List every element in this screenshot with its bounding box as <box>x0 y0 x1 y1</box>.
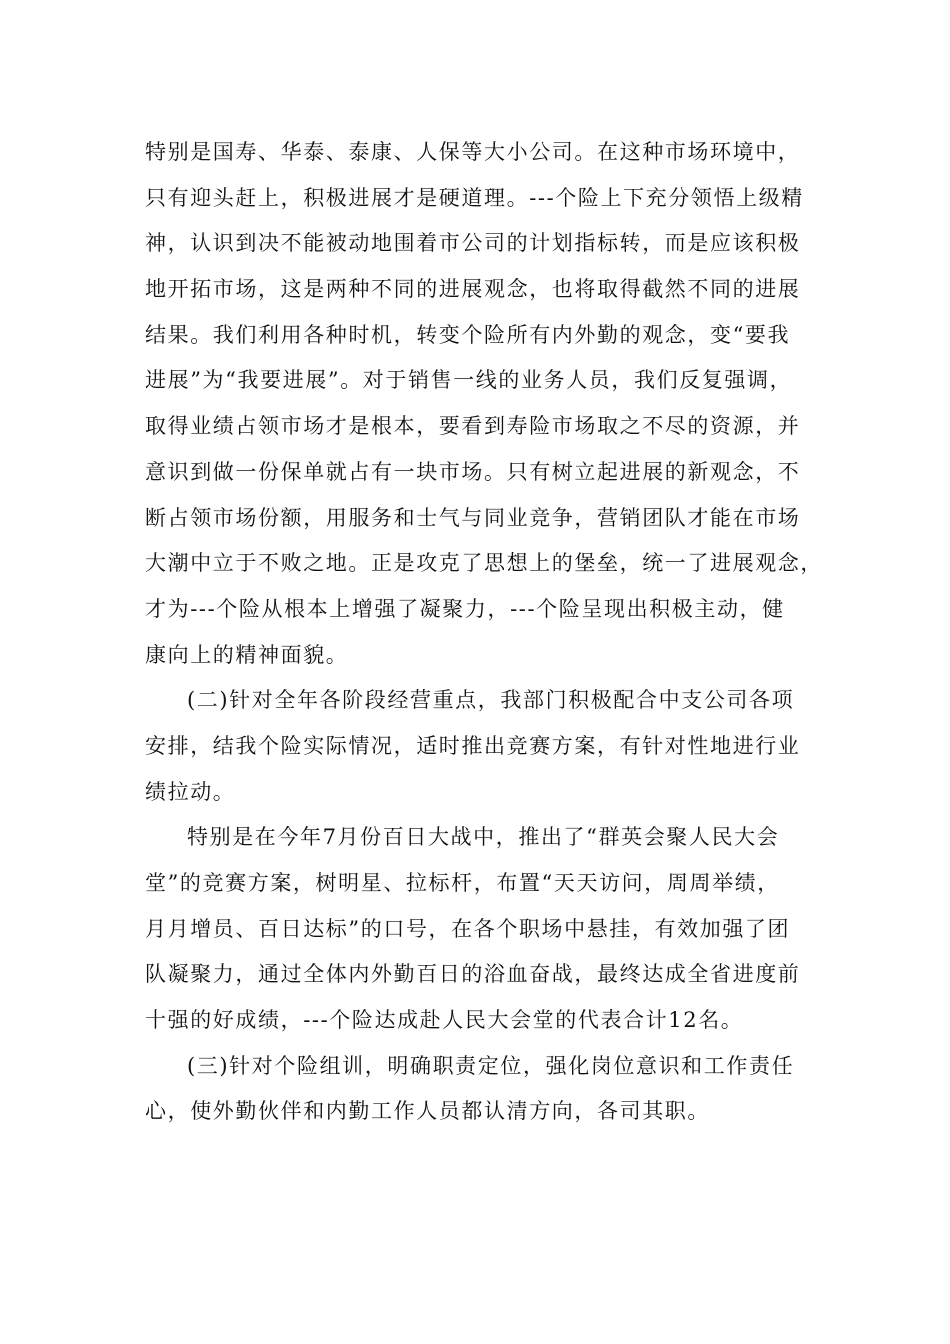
text-line: 绩拉动。 <box>145 779 236 804</box>
text-line: 十强的好成绩，---个险达成赴人民大会堂的代表合计12名。 <box>145 1008 744 1033</box>
text-line: 神，认识到决不能被动地围着市公司的计划指标转，而是应该积极 <box>145 231 801 256</box>
text-line: 月月增员、百日达标”的口号，在各个职场中悬挂，有效加强了团 <box>145 916 791 941</box>
text-line: 特别是国寿、华泰、泰康、人保等大小公司。在这种市场环境中， <box>145 140 801 164</box>
text-line: 康向上的精神面貌。 <box>145 642 349 667</box>
text-line: 意识到做一份保单就占有一块市场。只有树立起进展的新观念，不 <box>145 459 801 484</box>
text-line: 进展”为“我要进展”。对于销售一线的业务人员，我们反复强调， <box>145 368 793 393</box>
text-line: 队凝聚力，通过全体内外勤百日的浴血奋战，最终达成全省进度前 <box>145 962 801 987</box>
text-line: (二)针对全年各阶段经营重点，我部门积极配合中支公司各项 <box>187 688 795 713</box>
text-line: 特别是在今年7月份百日大战中，推出了“群英会聚人民大会 <box>187 825 780 850</box>
text-line: 地开拓市场，这是两种不同的进展观念，也将取得截然不同的进展 <box>145 277 801 302</box>
text-line: 堂”的竞赛方案，树明星、拉标杆，布置“天天访问，周周举绩， <box>145 871 780 895</box>
text-line: 只有迎头赶上，积极进展才是硬道理。---个险上下充分领悟上级精 <box>145 185 804 210</box>
document-body <box>145 130 835 1135</box>
text-line: 才为---个险从根本上增强了凝聚力，---个险呈现出积极主动，健 <box>145 596 785 621</box>
text-line: 安排，结我个险实际情况，适时推出竞赛方案，有针对性地进行业 <box>145 733 801 758</box>
text-line: 断占领市场份额，用服务和士气与同业竞争，营销团队才能在市场 <box>145 505 801 530</box>
text-line: 心，使外勤伙伴和内勤工作人员都认清方向，各司其职。 <box>145 1099 710 1124</box>
text-line: 结果。我们利用各种时机，转变个险所有内外勤的观念，变“要我 <box>145 322 791 347</box>
text-line: 大潮中立于不败之地。正是攻克了思想上的堡垒，统一了进展观念， <box>145 551 823 576</box>
text-line: 取得业绩占领市场才是根本，要看到寿险市场取之不尽的资源，并 <box>145 414 801 439</box>
text-line: (三)针对个险组训，明确职责定位，强化岗位意识和工作责任 <box>187 1053 795 1078</box>
